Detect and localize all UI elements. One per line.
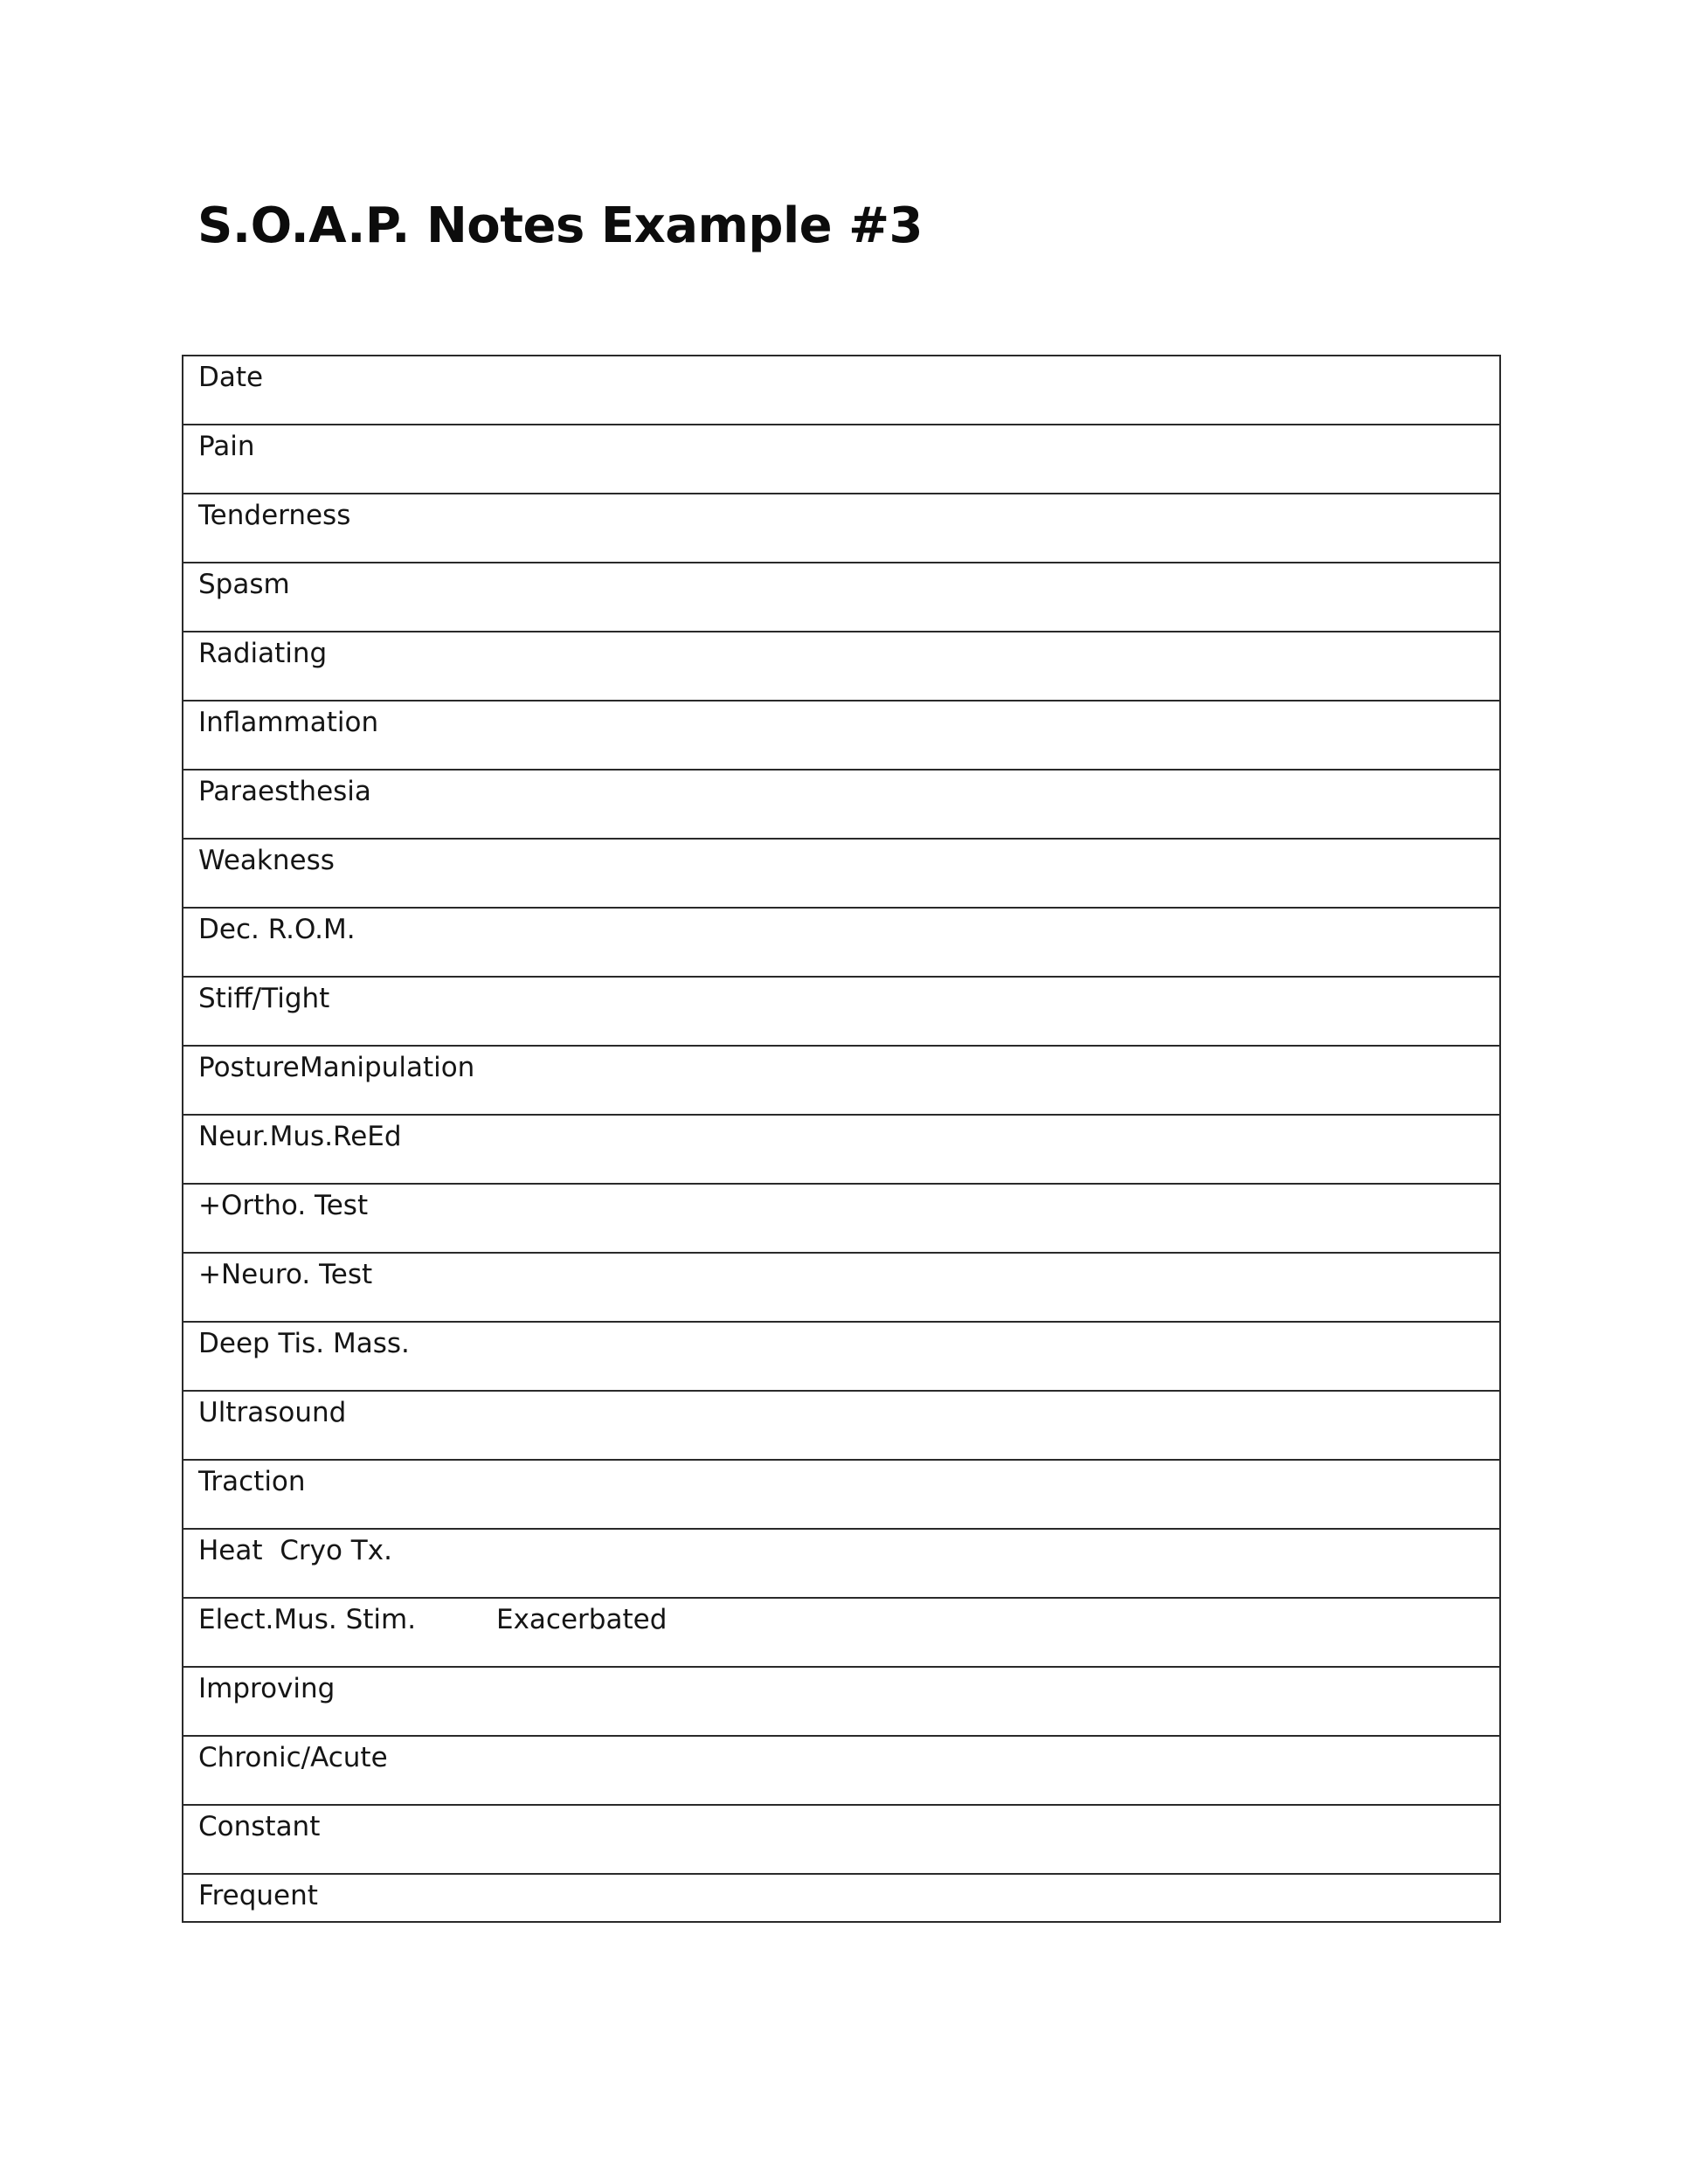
row-heat-cryo[interactable] [183,1530,1499,1599]
row-label: Paraesthesia [198,776,371,807]
row-paraesthesia[interactable] [183,771,1499,840]
row-label: Weakness [198,845,335,876]
row-dec-rom[interactable] [183,909,1499,978]
row-label: Posture [198,1052,300,1083]
row-label: Spasm [198,569,290,600]
row-label: Date [198,362,264,393]
row-label: Pain [198,431,255,462]
row-label: Elect.Mus. Stim. [198,1604,417,1635]
row-label: Constant [198,1811,321,1842]
row-pain[interactable] [183,425,1499,494]
row-label: +Ortho. Test [198,1190,369,1221]
row-frequent[interactable] [183,1875,1499,1921]
soap-form-table [182,355,1501,1923]
row-neuro-test[interactable] [183,1254,1499,1323]
row-label: Traction [198,1466,306,1497]
row-label: Dec. R.O.M. [198,914,356,945]
row-inflammation[interactable] [183,702,1499,771]
row-label: Stiff/Tight [198,983,330,1014]
row-radiating[interactable] [183,632,1499,702]
row-label: Neur.Mus.ReEd [198,1121,402,1152]
row-spasm[interactable] [183,563,1499,632]
row-posture-manipulation[interactable] [183,1047,1499,1116]
page-title: S.O.A.P. Notes Example #3 [197,197,924,254]
row-label: Deep Tis. Mass. [198,1328,410,1359]
row-neur-mus-reed[interactable] [183,1116,1499,1185]
row-ortho-test[interactable] [183,1185,1499,1254]
row-label: Inflammation [198,707,379,738]
row-label-secondary: Manipulation [300,1052,475,1083]
row-label: +Neuro. Test [198,1259,373,1290]
row-label: Tenderness [198,500,351,531]
row-label: Ultrasound [198,1397,347,1428]
row-stiff-tight[interactable] [183,978,1499,1047]
row-chronic-acute[interactable] [183,1737,1499,1806]
row-label: Heat Cryo Tx. [198,1535,392,1566]
row-label: Radiating [198,638,328,669]
row-tenderness[interactable] [183,494,1499,563]
row-label: Improving [198,1673,336,1704]
row-ultrasound[interactable] [183,1392,1499,1461]
row-label: Frequent [198,1880,318,1911]
row-label-secondary: Exacerbated [496,1604,668,1635]
row-constant[interactable] [183,1806,1499,1875]
row-date[interactable] [183,356,1499,425]
row-weakness[interactable] [183,840,1499,909]
row-deep-tis-mass[interactable] [183,1323,1499,1392]
row-label: Chronic/Acute [198,1742,388,1773]
row-traction[interactable] [183,1461,1499,1530]
row-elect-mus-stim[interactable] [183,1599,1499,1668]
row-improving[interactable] [183,1668,1499,1737]
